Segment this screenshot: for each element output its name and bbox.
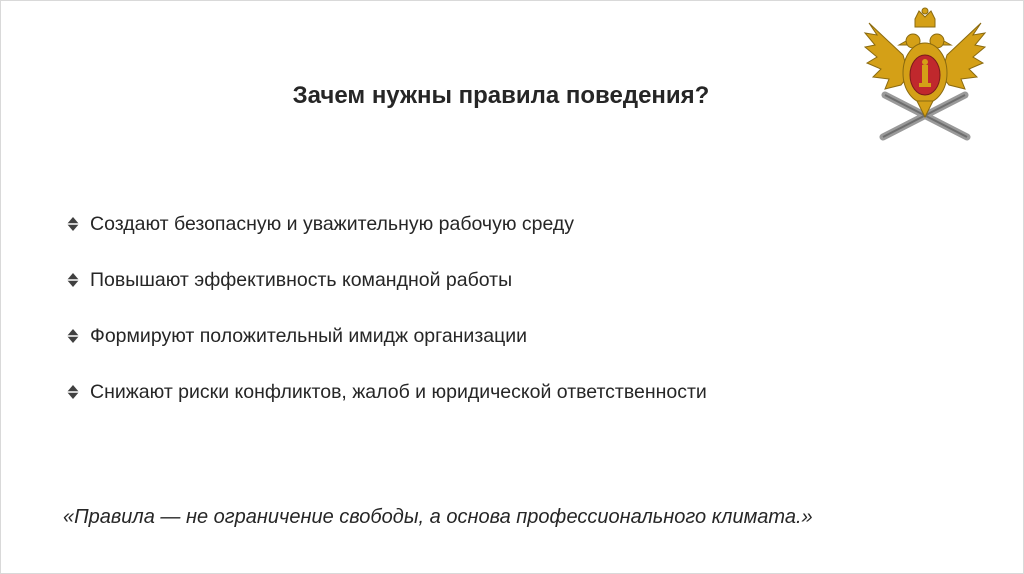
bullet-list <box>63 196 707 420</box>
list-item <box>63 364 707 420</box>
diamond-bullet-icon <box>63 270 83 290</box>
list-item <box>63 196 707 252</box>
diamond-bullet-icon <box>63 382 83 402</box>
diamond-bullet-icon <box>63 326 83 346</box>
bullet-text: Создают безопасную и уважительную рабочую среду <box>90 212 574 235</box>
bullet-text: Формируют положительный имидж организации <box>90 324 528 347</box>
list-item <box>63 308 707 364</box>
list-item <box>63 252 707 308</box>
bullet-text: Повышают эффективность командной работы <box>90 268 513 291</box>
diamond-bullet-icon <box>63 214 83 234</box>
double-headed-eagle-emblem-icon <box>863 5 987 143</box>
bullet-text: Снижают риски конфликтов, жалоб и юридической ответственности <box>90 380 707 403</box>
slide-title: Зачем нужны правила поведения? <box>292 82 710 109</box>
closing-quote: «Правила — не ограничение свободы, а основа профессионального климата.» <box>63 506 813 528</box>
